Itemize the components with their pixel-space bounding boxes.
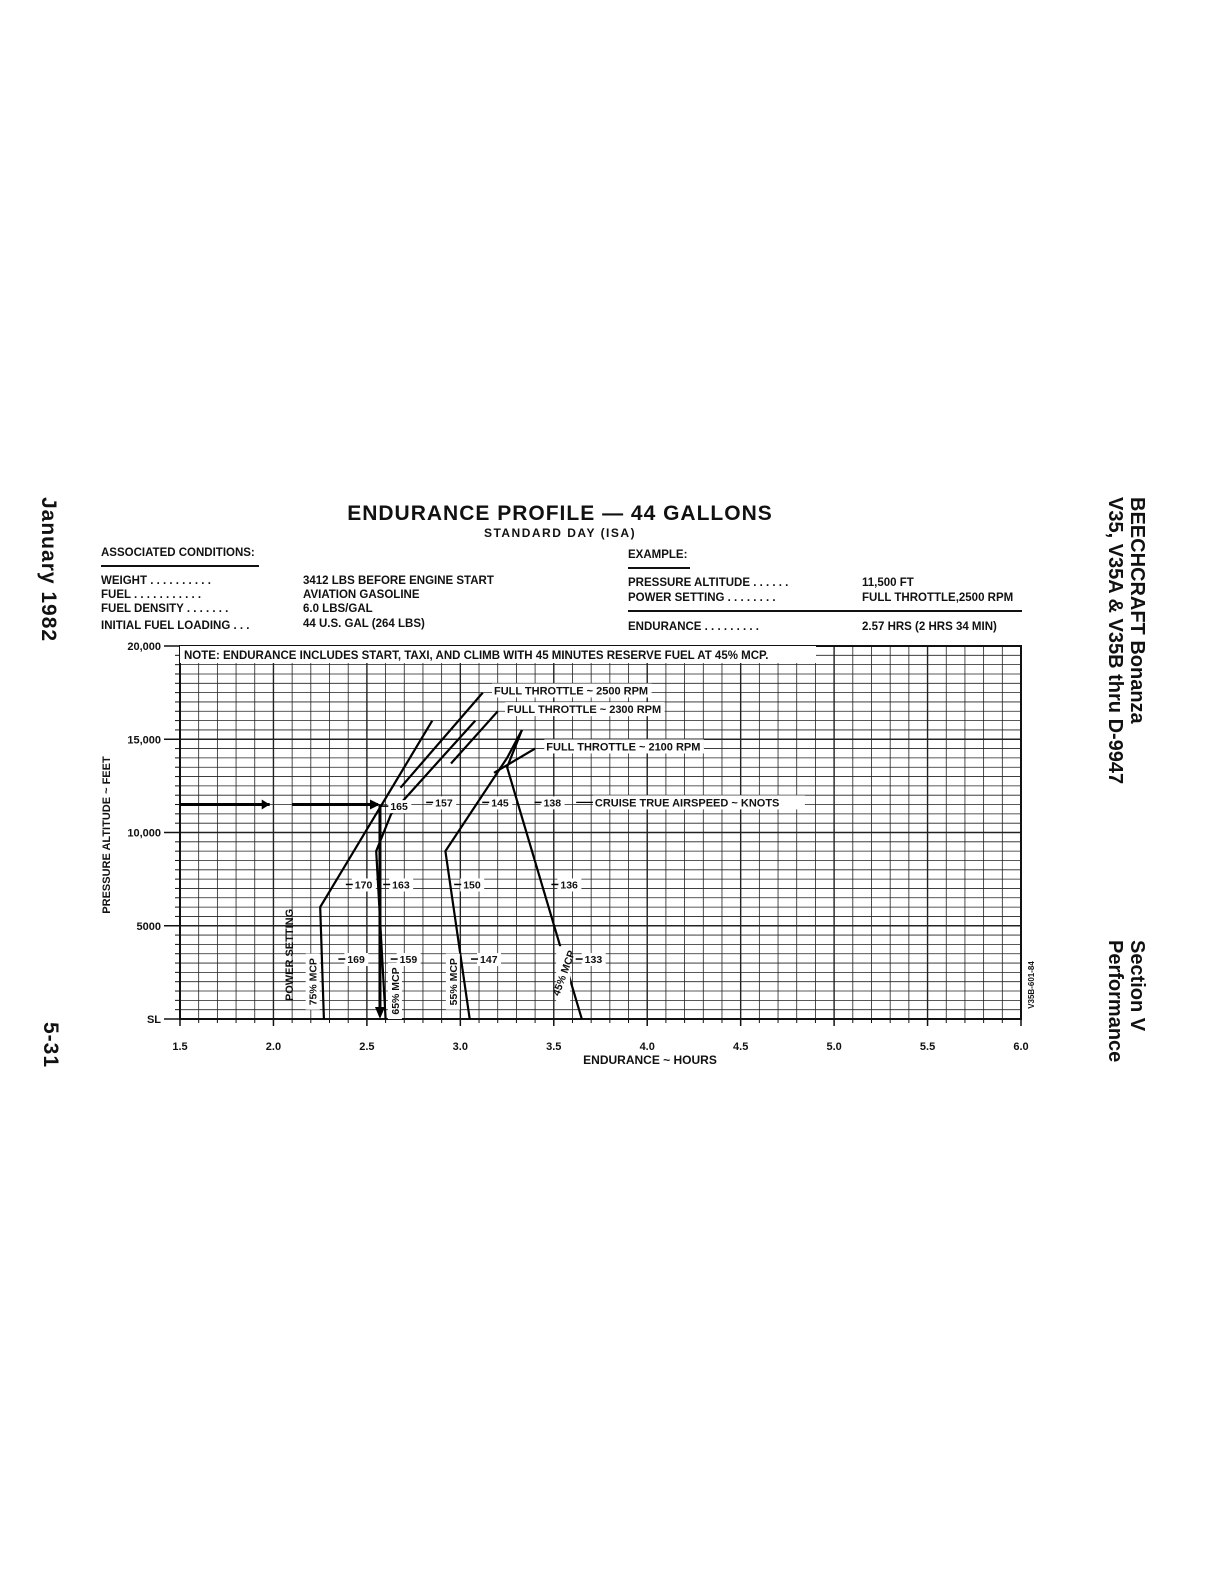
airspeed-label: 150	[463, 879, 481, 892]
airspeed-label: 165	[390, 801, 408, 814]
chart-title: ENDURANCE PROFILE — 44 GALLONS	[347, 502, 773, 525]
condition-label: WEIGHT . . . . . . . . . .	[101, 575, 211, 587]
margin-date: January 1982	[37, 497, 60, 643]
power-setting-label: POWER SETTING	[284, 908, 296, 1002]
example-arrowhead-down	[375, 1007, 385, 1019]
x-tick-label: 4.5	[733, 1041, 749, 1053]
series-line	[451, 711, 498, 763]
y-axis-label: PRESSURE ALTITUDE ~ FEET	[101, 756, 113, 914]
example-value: 11,500 FT	[862, 577, 914, 589]
series-line	[494, 749, 535, 773]
example-arrowhead	[262, 800, 270, 810]
mcp-label: 45% MCP	[550, 948, 579, 998]
y-tick-label: 10,000	[127, 827, 161, 840]
x-tick-label: 5.5	[919, 1041, 936, 1053]
x-tick-label: 2.0	[265, 1041, 282, 1053]
series-label: FULL THROTTLE ~ 2100 RPM	[546, 741, 701, 754]
mcp-label: 75% MCP	[307, 958, 320, 1006]
chart-note: NOTE: ENDURANCE INCLUDES START, TAXI, AND CLIMB WITH 45 MINUTES RESERVE FUEL AT 45% MCP.	[184, 650, 769, 662]
airspeed-label: 163	[392, 879, 410, 892]
airspeed-label: 170	[354, 879, 373, 892]
example-label: PRESSURE ALTITUDE . . . . . .	[628, 577, 789, 589]
series-line	[507, 730, 582, 1019]
condition-value: AVIATION GASOLINE	[303, 589, 420, 601]
airspeed-label: 157	[435, 797, 453, 810]
series-label: FULL THROTTLE ~ 2300 RPM	[507, 704, 662, 717]
airspeed-label: 133	[584, 954, 603, 967]
tas-label: CRUISE TRUE AIRSPEED ~ KNOTS	[594, 797, 780, 810]
condition-label: INITIAL FUEL LOADING . . .	[101, 620, 250, 632]
airspeed-label: 136	[560, 879, 578, 892]
x-tick-label: 1.5	[172, 1041, 188, 1053]
condition-label: FUEL . . . . . . . . . . .	[101, 589, 202, 601]
airspeed-label: 138	[543, 797, 562, 810]
airspeed-label: 169	[347, 954, 365, 967]
example-heading: EXAMPLE:	[628, 549, 688, 561]
x-axis-label: ENDURANCE ~ HOURS	[583, 1053, 717, 1067]
chart-subtitle: STANDARD DAY (ISA)	[483, 526, 637, 540]
condition-label: FUEL DENSITY . . . . . . .	[101, 603, 229, 615]
x-tick-label: 2.5	[359, 1041, 375, 1053]
y-tick-label: 20,000	[127, 641, 161, 653]
airspeed-label: 147	[480, 954, 498, 967]
example-label: ENDURANCE . . . . . . . . .	[628, 621, 759, 633]
mcp-label: 55% MCP	[447, 958, 460, 1006]
y-tick-label: 15,000	[127, 734, 161, 747]
airspeed-label: 145	[491, 797, 509, 810]
x-tick-label: 5.0	[826, 1041, 842, 1053]
example-value: FULL THROTTLE,2500 RPM	[862, 592, 1014, 604]
y-tick-label: 5000	[136, 920, 161, 933]
condition-value: 3412 LBS BEFORE ENGINE START	[303, 575, 494, 587]
y-tick-label: SL	[146, 1014, 161, 1026]
conditions-heading: ASSOCIATED CONDITIONS:	[101, 547, 255, 559]
x-tick-label: 3.5	[546, 1041, 562, 1053]
x-tick-label: 6.0	[1013, 1041, 1029, 1053]
section-line2: Performance	[1104, 940, 1126, 1063]
x-tick-label: 4.0	[639, 1041, 655, 1053]
page-number: 5-31	[39, 1022, 62, 1069]
example-label: POWER SETTING . . . . . . . .	[628, 592, 776, 604]
figure-id: V35B-601-84	[1027, 961, 1036, 1009]
manual-title-line1: BEECHCRAFT Bonanza	[1126, 497, 1148, 724]
mcp-label: 65% MCP	[389, 967, 402, 1015]
example-value: 2.57 HRS (2 HRS 34 MIN)	[862, 621, 997, 633]
condition-value: 44 U.S. GAL (264 LBS)	[303, 618, 425, 630]
section-line1: Section V	[1126, 940, 1148, 1032]
manual-title-line2: V35, V35A & V35B thru D-9947	[1104, 497, 1126, 785]
series-label: FULL THROTTLE ~ 2500 RPM	[493, 685, 649, 698]
x-tick-label: 3.0	[452, 1041, 468, 1053]
condition-value: 6.0 LBS/GAL	[303, 603, 373, 615]
airspeed-label: 159	[399, 954, 418, 967]
